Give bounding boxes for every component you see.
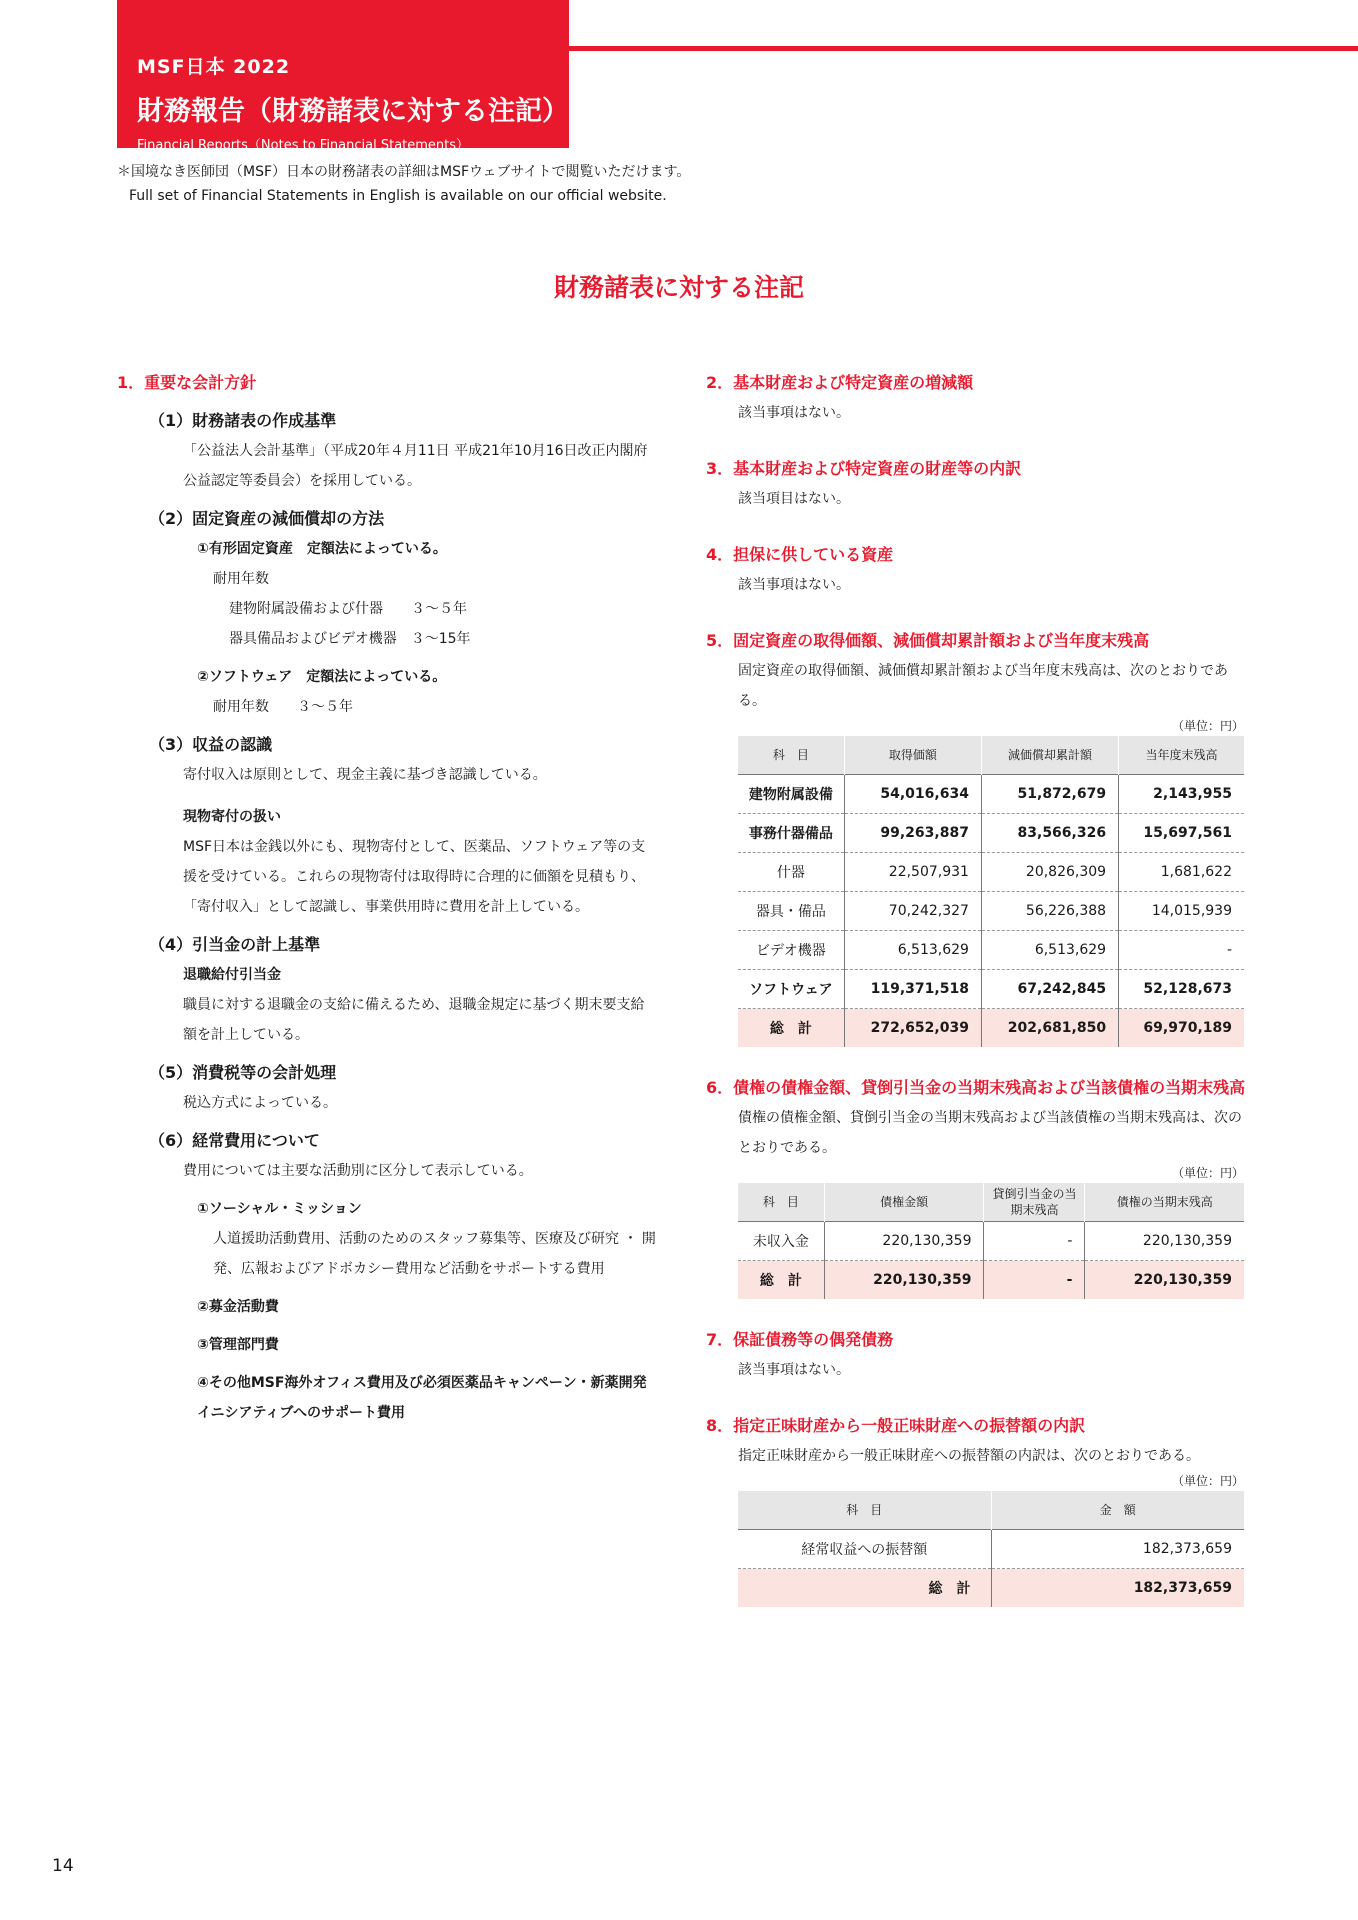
table-cell: 220,130,359 bbox=[824, 1261, 984, 1300]
table-cell: 52,128,673 bbox=[1119, 970, 1244, 1009]
table-cell: 総 計 bbox=[738, 1009, 844, 1048]
table-header-cell: 当年度末残高 bbox=[1119, 736, 1244, 775]
table-cell: 1,681,622 bbox=[1119, 853, 1244, 892]
policy-2-life-1: 建物附属設備および什器 ３～５年 bbox=[229, 601, 467, 617]
table-header-row bbox=[738, 736, 1244, 775]
section-8-body: 指定正味財産から一般正味財産への振替額の内訳は、次のとおりである。 bbox=[738, 1448, 1200, 1464]
policy-1-title: （1）財務諸表の作成基準 bbox=[149, 411, 337, 430]
table-cell: 182,373,659 bbox=[991, 1569, 1244, 1608]
table-cell: ビデオ機器 bbox=[738, 931, 844, 970]
table-cell: 総 計 bbox=[738, 1569, 991, 1608]
section-3-body: 該当項目はない。 bbox=[738, 491, 850, 507]
section-5-title: 5．固定資産の取得価額、減価償却累計額および当年度末残高 bbox=[706, 631, 1150, 650]
policy-2-title: （2）固定資産の減価償却の方法 bbox=[149, 509, 385, 528]
section-7-body: 該当事項はない。 bbox=[738, 1362, 850, 1378]
right-column bbox=[706, 368, 1246, 1607]
policy-3-subtitle: 現物寄付の扱い bbox=[183, 809, 281, 825]
table-header-row bbox=[738, 1183, 1244, 1222]
table-cell: ソフトウェア bbox=[738, 970, 844, 1009]
table-row bbox=[738, 814, 1244, 853]
unit-label: （単位：円） bbox=[1171, 719, 1244, 733]
table-row bbox=[738, 970, 1244, 1009]
section-8-title: 8．指定正味財産から一般正味財産への振替額の内訳 bbox=[706, 1416, 1086, 1435]
section-5-body: 固定資産の取得価額、減価償却累計額および当年度末残高は、次のとおりである。 bbox=[738, 663, 1228, 709]
table-cell: - bbox=[1119, 931, 1244, 970]
policy-6-title: （6）経常費用について bbox=[149, 1131, 320, 1150]
table-cell: 6,513,629 bbox=[981, 931, 1118, 970]
policy-4-body: 職員に対する退職金の支給に備えるため、退職金規定に基づく期末要支給額を計上している。 bbox=[183, 997, 645, 1043]
table-cell: - bbox=[984, 1261, 1085, 1300]
policy-3-title: （3）収益の認識 bbox=[149, 735, 273, 754]
table-row bbox=[738, 775, 1244, 814]
table-cell: 202,681,850 bbox=[981, 1009, 1118, 1048]
table-cell: 56,226,388 bbox=[981, 892, 1118, 931]
header-year: MSF日本 2022 bbox=[137, 56, 291, 78]
table-total-row bbox=[738, 1261, 1244, 1300]
section-6-title: 6．債権の債権金額、貸倒引当金の当期末残高および当該債権の当期末残高 bbox=[706, 1078, 1246, 1097]
unit-label: （単位：円） bbox=[1171, 1474, 1244, 1488]
table-cell: 15,697,561 bbox=[1119, 814, 1244, 853]
left-column bbox=[117, 368, 657, 1428]
section-4-body: 該当事項はない。 bbox=[738, 577, 850, 593]
table-cell: 70,242,327 bbox=[844, 892, 981, 931]
table-cell: 22,507,931 bbox=[844, 853, 981, 892]
policy-2-item-1: ①有形固定資産 定額法によっている。 bbox=[197, 541, 447, 557]
table-header-cell: 科 目 bbox=[738, 736, 844, 775]
table-header-cell: 取得価額 bbox=[844, 736, 981, 775]
unit-label: （単位：円） bbox=[1171, 1166, 1244, 1180]
table-cell: 14,015,939 bbox=[1119, 892, 1244, 931]
table-row bbox=[738, 931, 1244, 970]
table-cell: 器具・備品 bbox=[738, 892, 844, 931]
policy-3-sub-body: MSF日本は金銭以外にも、現物寄付として、医薬品、ソフトウェア等の支援を受けている。これらの現物寄付は取得時に合理的に価額を見積もり、「寄付収入」として認識し、事業供用時に費用を計上している。 bbox=[183, 839, 646, 915]
table-total-row bbox=[738, 1009, 1244, 1048]
section-3-title: 3．基本財産および特定資産の財産等の内訳 bbox=[706, 459, 1022, 478]
table-cell: 99,263,887 bbox=[844, 814, 981, 853]
policy-4-title: （4）引当金の計上基準 bbox=[149, 935, 321, 954]
table-cell: 119,371,518 bbox=[844, 970, 981, 1009]
note-line-en: Full set of Financial Statements in English is available on our official website. bbox=[129, 188, 667, 204]
table-header-cell: 貸倒引当金の当期末残高 bbox=[984, 1183, 1085, 1222]
table-cell: 51,872,679 bbox=[981, 775, 1118, 814]
section-7-title: 7．保証債務等の偶発債務 bbox=[706, 1330, 894, 1349]
table-cell: 83,566,326 bbox=[981, 814, 1118, 853]
section-1-title: 1．重要な会計方針 bbox=[117, 373, 257, 392]
table-cell: 220,130,359 bbox=[1085, 1222, 1244, 1261]
policy-3-body: 寄付収入は原則として、現金主義に基づき認識している。 bbox=[183, 767, 547, 783]
table-cell: 未収入金 bbox=[738, 1222, 824, 1261]
policy-6-item-1: ①ソーシャル・ミッション bbox=[197, 1201, 362, 1217]
table-cell: 事務什器備品 bbox=[738, 814, 844, 853]
note-line-ja: ＊国境なき医師団（MSF）日本の財務諸表の詳細はMSFウェブサイトで閲覧いただけます。 bbox=[117, 164, 691, 180]
table-header-cell: 金 額 bbox=[991, 1491, 1244, 1530]
table-row bbox=[738, 853, 1244, 892]
table-total-row bbox=[738, 1569, 1244, 1608]
report-header bbox=[117, 0, 569, 153]
table-cell: 6,513,629 bbox=[844, 931, 981, 970]
table-header-cell: 科 目 bbox=[738, 1183, 824, 1222]
table-row bbox=[738, 1530, 1244, 1569]
table-row bbox=[738, 892, 1244, 931]
table-cell: 220,130,359 bbox=[824, 1222, 984, 1261]
section-2-body: 該当事項はない。 bbox=[738, 405, 850, 421]
table-cell: 182,373,659 bbox=[991, 1530, 1244, 1569]
policy-6-item-3: ③管理部門費 bbox=[197, 1337, 279, 1353]
table-cell: 272,652,039 bbox=[844, 1009, 981, 1048]
policy-5-title: （5）消費税等の会計処理 bbox=[149, 1063, 337, 1082]
section-2-title: 2．基本財産および特定資産の増減額 bbox=[706, 373, 974, 392]
page-number: 14 bbox=[52, 1856, 74, 1876]
table-cell: 経常収益への振替額 bbox=[738, 1530, 991, 1569]
section-6-body: 債権の債権金額、貸倒引当金の当期末残高および当該債権の当期末残高は、次のとおりである。 bbox=[738, 1110, 1242, 1156]
page-title: 財務諸表に対する注記 bbox=[553, 273, 804, 302]
header-title: 財務報告（財務諸表に対する注記） bbox=[137, 96, 569, 127]
header-subtitle: Financial Reports（Notes to Financial Statements） bbox=[137, 138, 470, 153]
table-cell: 69,970,189 bbox=[1119, 1009, 1244, 1048]
header-rule bbox=[569, 46, 1358, 51]
policy-1-body: 「公益法人会計基準」（平成20年４月11日 平成21年10月16日改正内閣府公益認定等委員会）を採用している。 bbox=[183, 443, 648, 489]
table-header-cell: 債権金額 bbox=[824, 1183, 984, 1222]
policy-6-item-4: ④その他MSF海外オフィス費用及び必須医薬品キャンペーン・新薬開発イニシアティブへのサポート費用 bbox=[197, 1375, 647, 1421]
policy-2-life-3: 耐用年数 ３～５年 bbox=[213, 699, 353, 715]
table-header-row bbox=[738, 1491, 1244, 1530]
table-header-cell: 債権の当期末残高 bbox=[1085, 1183, 1244, 1222]
table-cell: 220,130,359 bbox=[1085, 1261, 1244, 1300]
policy-4-subtitle: 退職給付引当金 bbox=[183, 967, 281, 983]
table-cell: 20,826,309 bbox=[981, 853, 1118, 892]
fixed-assets-table bbox=[738, 736, 1244, 1047]
website-note bbox=[117, 160, 690, 208]
policy-2-life-2: 器具備品およびビデオ機器 ３～15年 bbox=[229, 631, 471, 647]
table-cell: 67,242,845 bbox=[981, 970, 1118, 1009]
policy-5-body: 税込方式によっている。 bbox=[183, 1095, 337, 1111]
table-cell: 什器 bbox=[738, 853, 844, 892]
policy-6-item-2: ②募金活動費 bbox=[197, 1299, 279, 1315]
table-header-cell: 科 目 bbox=[738, 1491, 991, 1530]
policy-6-item-1-body: 人道援助活動費用、活動のためのスタッフ募集等、医療及び研究 ・ 開発、広報およびアドボカシー費用など活動をサポートする費用 bbox=[213, 1231, 656, 1277]
table-row bbox=[738, 1222, 1244, 1261]
policy-6-body: 費用については主要な活動別に区分して表示している。 bbox=[183, 1163, 533, 1179]
policy-2-life-label: 耐用年数 bbox=[213, 571, 269, 587]
table-header-cell: 減価償却累計額 bbox=[981, 736, 1118, 775]
table-cell: 2,143,955 bbox=[1119, 775, 1244, 814]
receivables-table bbox=[738, 1183, 1244, 1299]
table-cell: 総 計 bbox=[738, 1261, 824, 1300]
section-4-title: 4．担保に供している資産 bbox=[706, 545, 894, 564]
policy-2-item-2: ②ソフトウェア 定額法によっている。 bbox=[197, 669, 447, 685]
table-cell: - bbox=[984, 1222, 1085, 1261]
table-cell: 54,016,634 bbox=[844, 775, 981, 814]
transfer-table bbox=[738, 1491, 1244, 1607]
table-cell: 建物附属設備 bbox=[738, 775, 844, 814]
